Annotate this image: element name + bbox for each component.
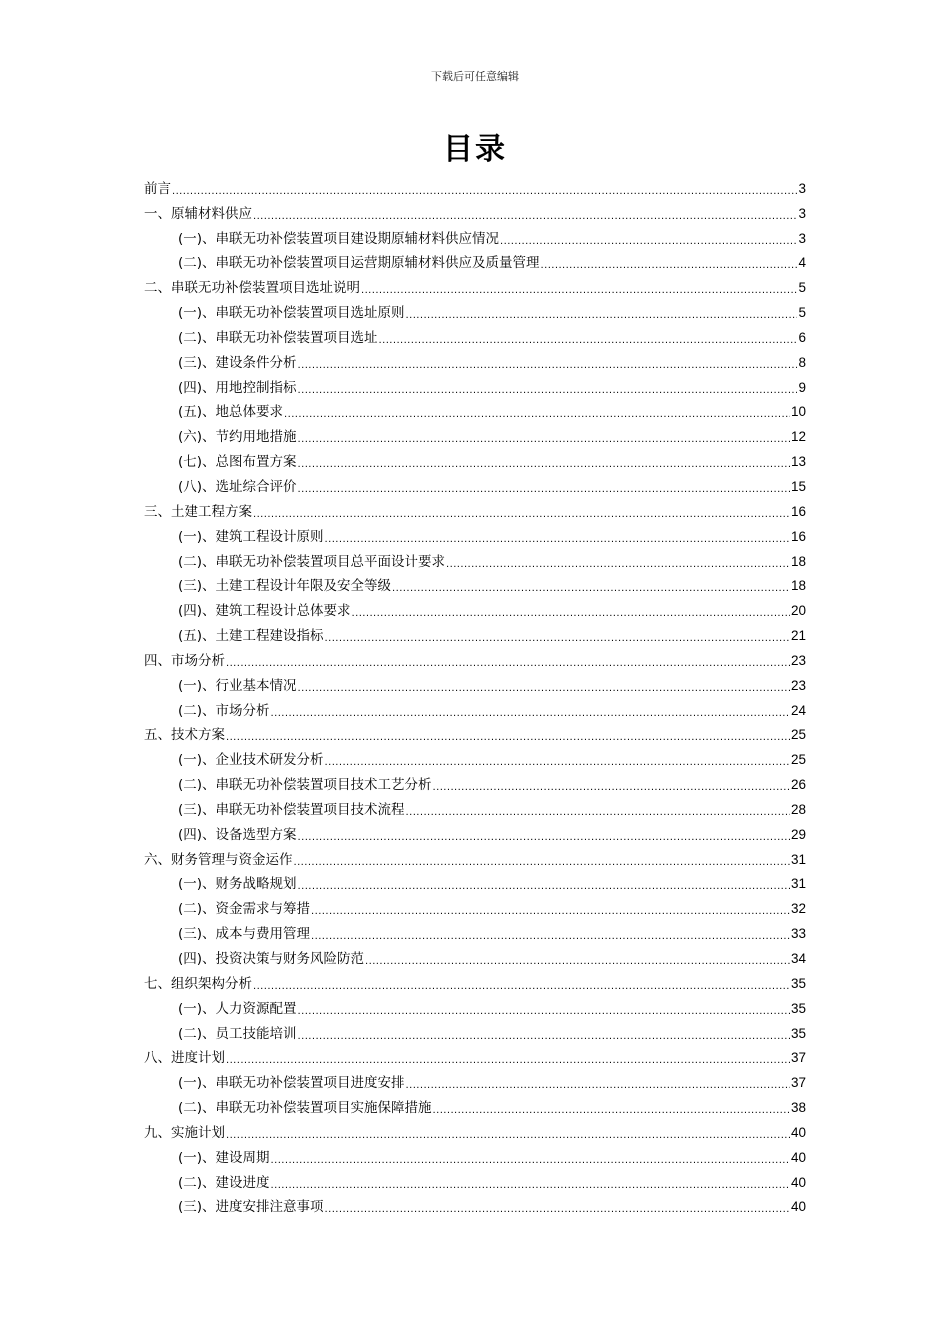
toc-entry[interactable] (144, 199, 806, 224)
toc-entry[interactable] (144, 422, 806, 447)
toc-entry-label: (四)、建筑工程设计总体要求 (178, 603, 351, 620)
toc-leader-dots (271, 1179, 790, 1193)
toc-leader-dots (253, 980, 790, 994)
toc-leader-dots (298, 880, 790, 894)
toc-entry-label: (一)、财务战略规划 (178, 876, 297, 893)
toc-entry-page: 37 (790, 1050, 806, 1066)
toc-leader-dots (446, 558, 790, 572)
toc-entry-label: (三)、串联无功补偿装置项目技术流程 (178, 801, 405, 818)
toc-entry-label: (一)、串联无功补偿装置项目建设期原辅材料供应情况 (178, 230, 500, 247)
toc-entry-label: (一)、人力资源配置 (178, 1000, 297, 1017)
toc-leader-dots (298, 359, 798, 373)
toc-entry-page: 21 (790, 628, 806, 644)
toc-entry-page: 23 (790, 677, 806, 693)
toc-leader-dots (365, 955, 790, 969)
toc-entry-label: (一)、企业技术研发分析 (178, 752, 324, 769)
toc-entry[interactable] (144, 845, 806, 870)
toc-entry-page: 3 (798, 180, 806, 196)
toc-entry-label: (三)、土建工程设计年限及安全等级 (178, 578, 392, 595)
toc-entry-page: 15 (790, 478, 806, 494)
toc-entry[interactable] (144, 696, 806, 721)
toc-entry[interactable] (144, 1044, 806, 1069)
toc-title: 目录 (443, 132, 507, 167)
toc-entry-label: (二)、员工技能培训 (178, 1025, 297, 1042)
toc-entry-page: 40 (790, 1174, 806, 1190)
toc-leader-dots (392, 582, 790, 596)
toc-entry[interactable] (144, 870, 806, 895)
toc-entry-label: (一)、串联无功补偿装置项目选址原则 (178, 305, 405, 322)
toc-entry-page: 40 (790, 1149, 806, 1165)
toc-entry[interactable] (144, 820, 806, 845)
toc-leader-dots (226, 1129, 790, 1143)
toc-leader-dots (541, 259, 798, 273)
toc-entry[interactable] (144, 770, 806, 795)
toc-entry-label: (二)、市场分析 (178, 702, 270, 719)
header-note: 下载后可任意编辑 (431, 70, 519, 83)
toc-leader-dots (406, 1079, 790, 1093)
toc-leader-dots (298, 433, 790, 447)
toc-entry-label: 前言 (144, 180, 171, 197)
toc-leader-dots (298, 831, 790, 845)
toc-entry-label: (一)、建设周期 (178, 1149, 270, 1166)
toc-leader-dots (361, 284, 797, 298)
toc-entry-page: 5 (798, 305, 806, 321)
toc-entry[interactable] (144, 1118, 806, 1143)
toc-entry-label: (五)、土建工程建设指标 (178, 628, 324, 645)
toc-entry-label: (四)、投资决策与财务风险防范 (178, 951, 365, 967)
toc-leader-dots (311, 905, 790, 919)
toc-entry-label: 三、土建工程方案 (144, 503, 252, 520)
toc-entry[interactable] (144, 522, 806, 547)
toc-entry[interactable] (144, 919, 806, 944)
toc-entry-label: (三)、成本与费用管理 (178, 926, 311, 943)
toc-entry-label: 二、串联无功补偿装置项目选址说明 (144, 280, 360, 297)
toc-entry[interactable] (144, 572, 806, 597)
toc-entry[interactable] (144, 348, 806, 373)
toc-entry-page: 25 (790, 727, 806, 743)
toc-entry-page: 28 (790, 801, 806, 817)
toc-entry[interactable] (144, 298, 806, 323)
toc-leader-dots (433, 1104, 790, 1118)
toc-entry-page: 24 (790, 702, 806, 718)
toc-entry-label: (五)、地总体要求 (178, 404, 284, 421)
toc-entry-label: 四、市场分析 (144, 652, 225, 669)
toc-leader-dots (172, 185, 797, 199)
toc-entry-label: (七)、总图布置方案 (178, 454, 297, 471)
toc-entry[interactable] (144, 596, 806, 621)
toc-entry-page: 40 (790, 1124, 806, 1140)
toc-entry-label: (三)、建设条件分析 (178, 354, 297, 371)
toc-entry-page: 18 (790, 553, 806, 569)
toc-entry[interactable] (144, 373, 806, 398)
toc-entry[interactable] (144, 547, 806, 572)
toc-leader-dots (298, 483, 790, 497)
toc-entry[interactable] (144, 497, 806, 522)
toc-leader-dots (433, 781, 790, 795)
toc-entry[interactable] (144, 472, 806, 497)
toc-entry-page: 32 (790, 901, 806, 917)
toc-entry-page: 13 (790, 454, 806, 470)
toc-entry[interactable] (144, 398, 806, 423)
toc-entry-label: (六)、节约用地措施 (178, 429, 297, 446)
toc-entry-label: 八、进度计划 (144, 1050, 225, 1067)
toc-entry[interactable] (144, 1143, 806, 1168)
toc-entry[interactable] (144, 671, 806, 696)
toc-leader-dots (284, 408, 790, 422)
toc-entry-label: (一)、串联无功补偿装置项目进度安排 (178, 1075, 405, 1092)
toc-entry-label: (八)、选址综合评价 (178, 478, 297, 495)
toc-entry[interactable] (144, 994, 806, 1019)
toc-entry-label: (一)、行业基本情况 (178, 677, 297, 694)
toc-entry-label: 一、原辅材料供应 (144, 205, 252, 222)
toc-leader-dots (352, 607, 790, 621)
toc-entry-label: (二)、串联无功补偿装置项目选址 (178, 329, 378, 346)
toc-entry-page: 31 (790, 851, 806, 867)
toc-entry-label: (二)、资金需求与筹措 (178, 901, 311, 918)
toc-leader-dots (406, 806, 790, 820)
toc-entry-label: (二)、串联无功补偿装置项目技术工艺分析 (178, 777, 432, 794)
toc-entry-page: 33 (790, 926, 806, 942)
toc-entry-page: 6 (798, 329, 806, 345)
toc-leader-dots (379, 334, 798, 348)
toc-entry-page: 12 (790, 429, 806, 445)
table-of-contents (144, 174, 806, 1217)
toc-entry-page: 34 (790, 951, 806, 966)
toc-entry-page: 35 (790, 1000, 806, 1016)
toc-entry-page: 38 (790, 1100, 806, 1116)
toc-entry-label: (二)、建设进度 (178, 1174, 270, 1191)
toc-entry-label: 六、财务管理与资金运作 (144, 851, 293, 868)
toc-leader-dots (325, 632, 790, 646)
toc-entry-page: 40 (790, 1199, 806, 1215)
toc-leader-dots (298, 384, 798, 398)
toc-entry-label: (四)、用地控制指标 (178, 379, 297, 396)
toc-entry-page: 25 (790, 752, 806, 768)
toc-leader-dots (325, 1203, 790, 1217)
toc-entry-page: 23 (790, 652, 806, 668)
toc-entry-page: 18 (790, 578, 806, 594)
toc-entry-label: (二)、串联无功补偿装置项目运营期原辅材料供应及质量管理 (178, 255, 540, 272)
toc-entry[interactable] (144, 646, 806, 671)
toc-entry-label: (二)、串联无功补偿装置项目实施保障措施 (178, 1100, 432, 1117)
toc-entry[interactable] (144, 1168, 806, 1193)
toc-leader-dots (226, 1054, 790, 1068)
toc-entry[interactable] (144, 323, 806, 348)
toc-leader-dots (294, 856, 790, 870)
toc-leader-dots (271, 1154, 790, 1168)
toc-leader-dots (298, 1005, 790, 1019)
toc-entry[interactable] (144, 273, 806, 298)
toc-entry-page: 8 (798, 354, 806, 370)
toc-entry-page: 4 (798, 255, 806, 271)
toc-entry-page: 9 (798, 379, 806, 395)
toc-entry-page: 35 (790, 975, 806, 991)
toc-entry-label: 七、组织架构分析 (144, 975, 252, 992)
toc-entry-page: 37 (790, 1075, 806, 1091)
toc-leader-dots (406, 309, 798, 323)
toc-entry-label: 五、技术方案 (144, 727, 225, 744)
toc-entry[interactable] (144, 969, 806, 994)
toc-entry-label: (一)、建筑工程设计原则 (178, 528, 324, 545)
toc-entry-page: 29 (790, 826, 806, 842)
toc-entry-page: 16 (790, 503, 806, 519)
toc-entry-page: 16 (790, 528, 806, 544)
toc-entry[interactable] (144, 249, 806, 274)
toc-leader-dots (253, 210, 797, 224)
toc-leader-dots (325, 756, 790, 770)
toc-entry-page: 3 (798, 230, 806, 246)
toc-entry-label: (三)、进度安排注意事项 (178, 1199, 324, 1216)
toc-entry[interactable] (144, 944, 806, 969)
toc-entry[interactable] (144, 174, 806, 199)
toc-entry[interactable] (144, 1093, 806, 1118)
toc-entry[interactable] (144, 894, 806, 919)
toc-entry[interactable] (144, 795, 806, 820)
toc-entry-label: (二)、串联无功补偿装置项目总平面设计要求 (178, 553, 446, 570)
toc-entry-page: 26 (790, 777, 806, 793)
toc-leader-dots (298, 1030, 790, 1044)
toc-entry-label: (四)、设备选型方案 (178, 826, 297, 843)
toc-entry[interactable] (144, 1193, 806, 1218)
toc-leader-dots (253, 508, 790, 522)
toc-entry-page: 3 (798, 205, 806, 221)
toc-entry-label: 九、实施计划 (144, 1124, 225, 1141)
toc-entry[interactable] (144, 721, 806, 746)
toc-entry-page: 35 (790, 1025, 806, 1041)
toc-entry-page: 20 (790, 603, 806, 619)
toc-leader-dots (226, 657, 790, 671)
toc-leader-dots (325, 533, 790, 547)
toc-leader-dots (271, 707, 790, 721)
toc-entry[interactable] (144, 621, 806, 646)
toc-entry[interactable] (144, 1019, 806, 1044)
toc-entry-page: 31 (790, 876, 806, 892)
toc-entry[interactable] (144, 745, 806, 770)
toc-leader-dots (298, 458, 790, 472)
toc-leader-dots (311, 930, 790, 944)
toc-leader-dots (298, 682, 790, 696)
toc-entry[interactable] (144, 1068, 806, 1093)
toc-entry-page: 10 (790, 404, 806, 420)
toc-entry-page: 5 (798, 280, 806, 296)
toc-leader-dots (226, 731, 790, 745)
toc-leader-dots (500, 235, 797, 249)
toc-entry[interactable] (144, 447, 806, 472)
toc-entry[interactable] (144, 224, 806, 249)
